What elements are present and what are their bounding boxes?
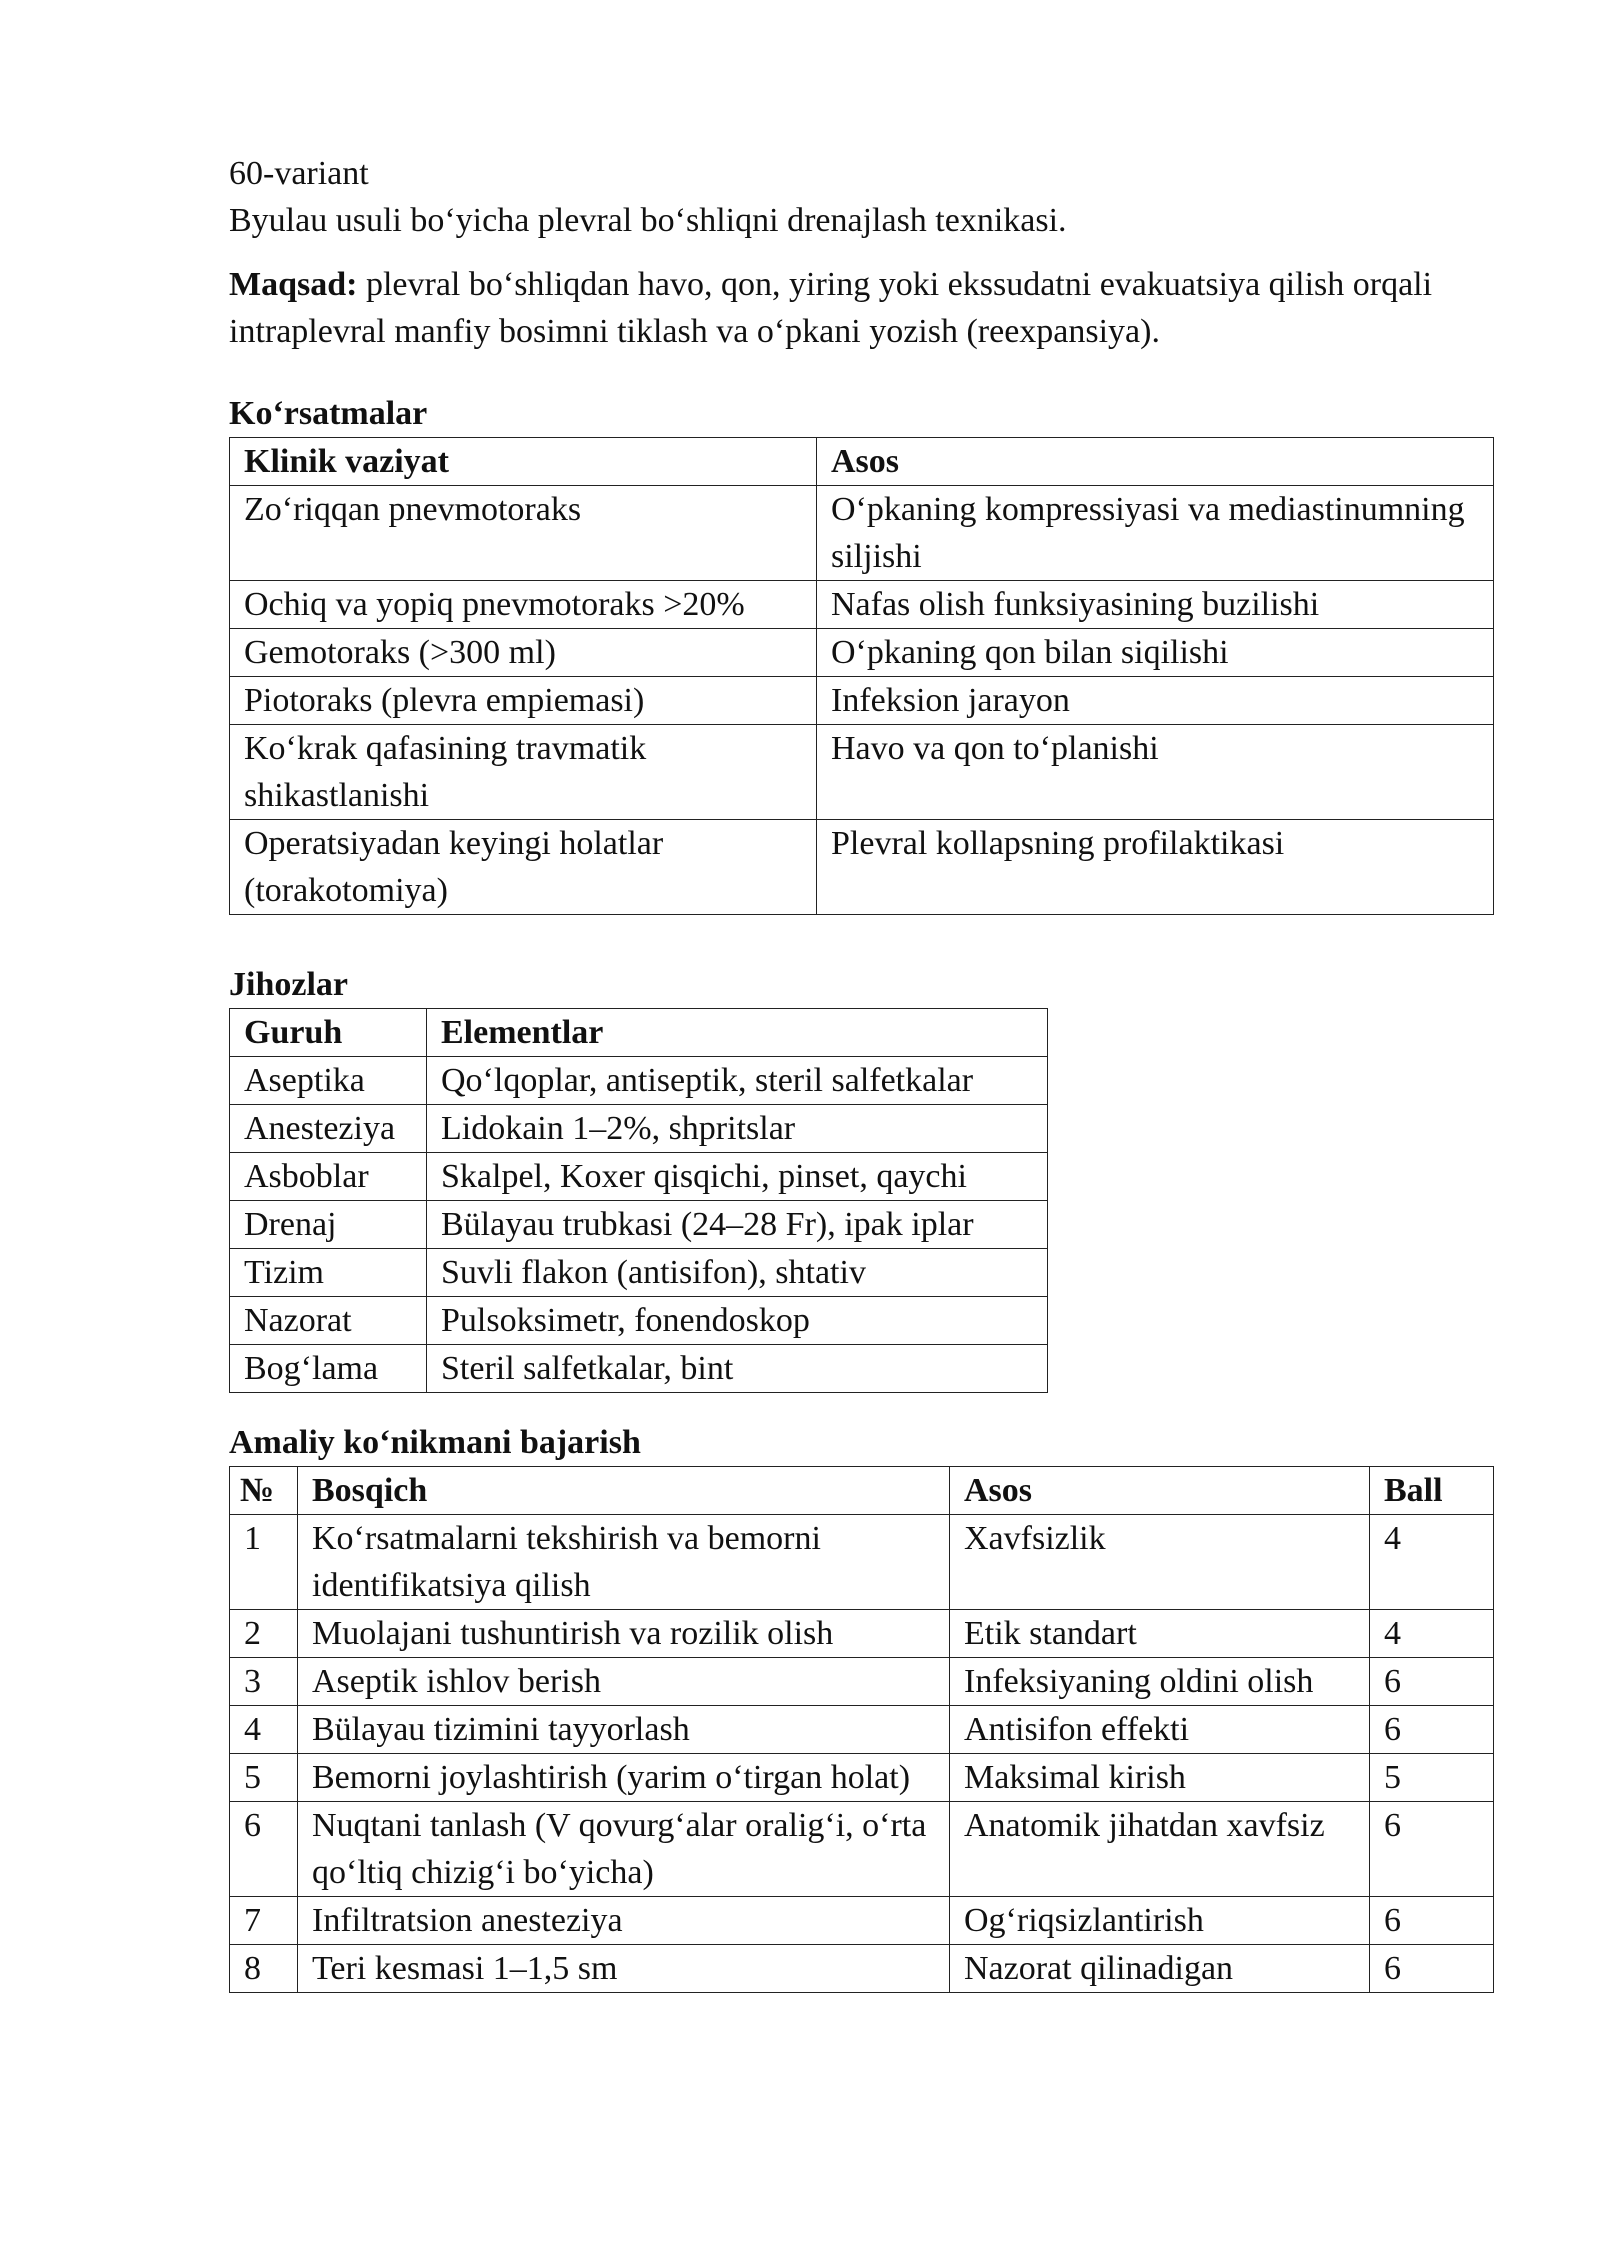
table-header-row — [230, 1467, 1494, 1515]
table-cell: Og‘riqsizlantirish — [950, 1897, 1370, 1945]
table-cell: 6 — [1370, 1706, 1494, 1754]
table-row — [230, 1897, 1494, 1945]
table-cell: 4 — [230, 1706, 298, 1754]
table-cell: Bemorni joylashtirish (yarim o‘tirgan holat) — [298, 1754, 950, 1802]
table-cell: Pulsoksimetr, fonendoskop — [427, 1297, 1048, 1345]
table-cell: 5 — [230, 1754, 298, 1802]
table-cell: Nafas olish funksiyasining buzilishi — [817, 581, 1494, 629]
table-cell: 8 — [230, 1945, 298, 1993]
table-row — [230, 581, 1494, 629]
table-cell: Nazorat qilinadigan — [950, 1945, 1370, 1993]
column-header-clinical-situation: Klinik vaziyat — [230, 438, 817, 486]
table-cell: 3 — [230, 1658, 298, 1706]
table-cell: Suvli flakon (antisifon), shtativ — [427, 1249, 1048, 1297]
procedure-table — [229, 1466, 1494, 1993]
purpose-paragraph — [229, 261, 1493, 355]
purpose-label: Maqsad: — [229, 266, 358, 303]
table-row — [230, 1057, 1048, 1105]
table-cell: Maksimal kirish — [950, 1754, 1370, 1802]
table-cell: Nuqtani tanlash (V qovurg‘alar oralig‘i, o‘rta qo‘ltiq chizig‘i bo‘yicha) — [298, 1802, 950, 1897]
table-cell: O‘pkaning kompressiyasi va mediastinumning siljishi — [817, 486, 1494, 581]
table-cell: Anatomik jihatdan xavfsiz — [950, 1802, 1370, 1897]
column-header-number: № — [230, 1467, 298, 1515]
document-title: Byulau usuli bo‘yicha plevral bo‘shliqni drenajlash texnikasi. — [229, 202, 1067, 239]
table-cell: Aseptika — [230, 1057, 427, 1105]
table-cell: Aseptik ishlov berish — [298, 1658, 950, 1706]
table-cell: Infiltratsion anesteziya — [298, 1897, 950, 1945]
table-cell: Steril salfetkalar, bint — [427, 1345, 1048, 1393]
column-header-group: Guruh — [230, 1009, 427, 1057]
table-row — [230, 1610, 1494, 1658]
table-cell: Etik standart — [950, 1610, 1370, 1658]
column-header-score: Ball — [1370, 1467, 1494, 1515]
table-cell: Piotoraks (plevra empiemasi) — [230, 677, 817, 725]
table-cell: Asboblar — [230, 1153, 427, 1201]
table-cell: 6 — [1370, 1658, 1494, 1706]
table-header-row — [230, 438, 1494, 486]
table-cell: Bülayau tizimini tayyorlash — [298, 1706, 950, 1754]
table-cell: 4 — [1370, 1610, 1494, 1658]
table-cell: 1 — [230, 1515, 298, 1610]
table-cell: Infeksiyaning oldini olish — [950, 1658, 1370, 1706]
table-row — [230, 1201, 1048, 1249]
column-header-step: Bosqich — [298, 1467, 950, 1515]
table-cell: Ko‘rsatmalarni tekshirish va bemorni identifikatsiya qilish — [298, 1515, 950, 1610]
table-row — [230, 725, 1494, 820]
column-header-elements: Elementlar — [427, 1009, 1048, 1057]
table-cell: Zo‘riqqan pnevmotoraks — [230, 486, 817, 581]
table-row — [230, 1802, 1494, 1897]
table-cell: Nazorat — [230, 1297, 427, 1345]
table-row — [230, 1297, 1048, 1345]
column-header-reason: Asos — [817, 438, 1494, 486]
table-row — [230, 1945, 1494, 1993]
table-cell: Anesteziya — [230, 1105, 427, 1153]
table-cell: Drenaj — [230, 1201, 427, 1249]
indications-table — [229, 437, 1494, 915]
table-cell: 5 — [1370, 1754, 1494, 1802]
table-cell: 6 — [1370, 1897, 1494, 1945]
table-row — [230, 1249, 1048, 1297]
document-page — [229, 150, 1493, 1993]
table-cell: Lidokain 1–2%, shpritslar — [427, 1105, 1048, 1153]
table-cell: Skalpel, Koxer qisqichi, pinset, qaychi — [427, 1153, 1048, 1201]
table-row — [230, 1515, 1494, 1610]
procedure-heading: Amaliy ko‘nikmani bajarish — [229, 1424, 641, 1461]
equipment-heading: Jihozlar — [229, 966, 348, 1003]
table-row — [230, 677, 1494, 725]
table-cell: 2 — [230, 1610, 298, 1658]
table-cell: Antisifon effekti — [950, 1706, 1370, 1754]
table-cell: Plevral kollapsning profilaktikasi — [817, 820, 1494, 915]
table-cell: Operatsiyadan keyingi holatlar (torakotomiya) — [230, 820, 817, 915]
table-cell: 6 — [1370, 1802, 1494, 1897]
table-cell: Bülayau trubkasi (24–28 Fr), ipak iplar — [427, 1201, 1048, 1249]
table-row — [230, 820, 1494, 915]
table-header-row — [230, 1009, 1048, 1057]
table-row — [230, 1153, 1048, 1201]
table-row — [230, 629, 1494, 677]
table-cell: Xavfsizlik — [950, 1515, 1370, 1610]
equipment-table — [229, 1008, 1048, 1393]
table-row — [230, 1754, 1494, 1802]
table-cell: Havo va qon to‘planishi — [817, 725, 1494, 820]
column-header-reason: Asos — [950, 1467, 1370, 1515]
table-cell: 6 — [230, 1802, 298, 1897]
table-cell: O‘pkaning qon bilan siqilishi — [817, 629, 1494, 677]
table-row — [230, 1105, 1048, 1153]
table-cell: 4 — [1370, 1515, 1494, 1610]
table-cell: 7 — [230, 1897, 298, 1945]
table-cell: Qo‘lqoplar, antiseptik, steril salfetkalar — [427, 1057, 1048, 1105]
table-cell: Gemotoraks (>300 ml) — [230, 629, 817, 677]
table-row — [230, 1706, 1494, 1754]
table-cell: 6 — [1370, 1945, 1494, 1993]
table-cell: Muolajani tushuntirish va rozilik olish — [298, 1610, 950, 1658]
purpose-text: plevral bo‘shliqdan havo, qon, yiring yoki ekssudatni evakuatsiya qilish orqali intraplevral manfiy bosimni tiklash va o‘pkani yozish (reexpansiya). — [229, 266, 1433, 350]
table-cell: Infeksion jarayon — [817, 677, 1494, 725]
indications-heading: Ko‘rsatmalar — [229, 395, 428, 432]
table-cell: Teri kesmasi 1–1,5 sm — [298, 1945, 950, 1993]
table-cell: Ko‘krak qafasining travmatik shikastlanishi — [230, 725, 817, 820]
table-cell: Tizim — [230, 1249, 427, 1297]
table-row — [230, 1345, 1048, 1393]
table-row — [230, 1658, 1494, 1706]
table-cell: Bog‘lama — [230, 1345, 427, 1393]
table-row — [230, 486, 1494, 581]
table-cell: Ochiq va yopiq pnevmotoraks >20% — [230, 581, 817, 629]
variant-label: 60-variant — [229, 155, 369, 192]
